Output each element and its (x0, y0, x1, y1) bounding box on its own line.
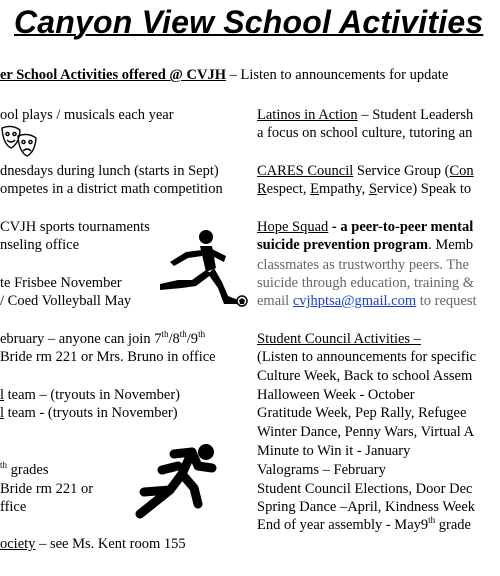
latinos-line-2: a focus on school culture, tutoring an (257, 125, 473, 141)
hope-line-4: suicide through education, training & (257, 275, 475, 291)
cares-title: CARES Council (257, 163, 354, 179)
grades-line: $^{th}$ grades (0, 460, 49, 478)
cares-line-2: Respect, Empathy, Service) Speak to (257, 181, 472, 197)
math-line-2: ompetes in a district math competition (0, 181, 223, 197)
club-line-1: ebruary – anyone can join 7th/8th/9th (0, 329, 206, 347)
office-line: ffice (0, 499, 27, 515)
intro-line (0, 66, 448, 84)
intro-title: er School Activities offered @ CVJH (0, 67, 226, 83)
council-line-8: Student Council Elections, Door Dec (257, 481, 473, 497)
hope-line-3: classmates as trustworthy peers. The (257, 257, 469, 273)
page-title: Canyon View School Activities (14, 4, 484, 40)
latinos-title: Latinos in Action (257, 107, 358, 123)
council-line-2: Culture Week, Back to school Assem (257, 368, 473, 384)
intro-rest: – Listen to announcements for update (225, 67, 449, 83)
soccer-player-icon (156, 228, 250, 308)
team-line-2: l team - (tryouts in November) (0, 405, 178, 421)
hope-line-1: Hope Squad - a peer-to-peer mental (257, 219, 474, 235)
society-line: ociety – see Ms. Kent room 155 (0, 536, 186, 552)
drama-masks-icon (0, 122, 40, 162)
sports-line-1: CVJH sports tournaments (0, 219, 150, 235)
hope-line-5: email cvjhptsa@gmail.com to request (257, 293, 477, 309)
bride-line: Bride rm 221 or (0, 481, 94, 497)
council-line-1: (Listen to announcements for specific (257, 349, 477, 365)
email-link[interactable]: cvjhptsa@gmail.com (292, 293, 417, 309)
council-line-9: Spring Dance –April, Kindness Week (257, 499, 476, 515)
sports-line-2: nseling office (0, 237, 80, 253)
cares-line-1: CARES Council Service Group (Con (257, 163, 474, 179)
sports-line-3: te Frisbee November (0, 275, 122, 291)
school-plays-line: ool plays / musicals each year (0, 107, 174, 123)
council-title: Student Council Activities – (257, 331, 421, 347)
math-line-1: dnesdays during lunch (starts in Sept) (0, 163, 219, 179)
hope-title: Hope Squad (257, 219, 329, 235)
hope-line-2: suicide prevention program. Memb (257, 237, 474, 253)
council-line-3: Halloween Week - October (257, 387, 415, 403)
council-line-4: Gratitude Week, Pep Rally, Refugee (257, 405, 467, 421)
council-line-7: Valograms – February (257, 462, 386, 478)
club-line-2: Bride rm 221 or Mrs. Bruno in office (0, 349, 216, 365)
latinos-line-1: Latinos in Action – Student Leadersh (257, 107, 474, 123)
team-line-1: l team – (tryouts in November) (0, 387, 180, 403)
sports-line-4: / Coed Volleyball May (0, 293, 132, 309)
runner-icon (134, 440, 220, 520)
council-line-6: Minute to Win it - January (257, 443, 411, 459)
council-line-5: Winter Dance, Penny Wars, Virtual A (257, 424, 475, 440)
council-line-10: End of year assembly - May9th grade (257, 515, 471, 533)
